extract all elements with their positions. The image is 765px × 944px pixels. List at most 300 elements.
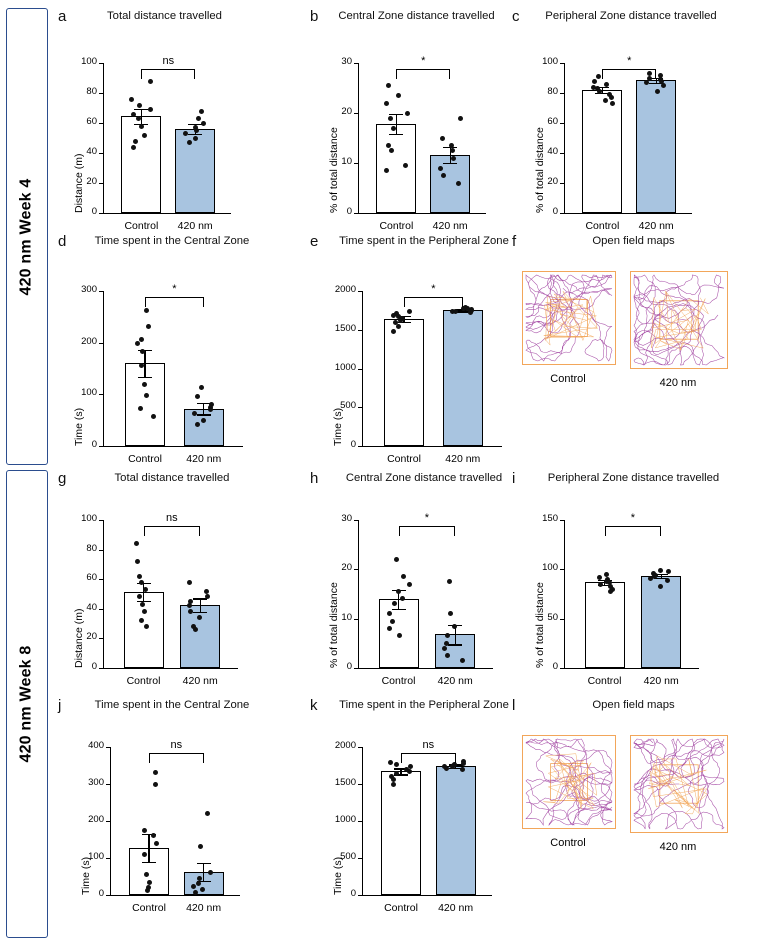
panel-title-e: Time spent in the Peripheral Zone xyxy=(339,235,509,247)
data-point-h-0-3 xyxy=(396,589,401,594)
data-point-e-0-8 xyxy=(391,329,396,334)
data-point-b-0-5 xyxy=(391,126,396,131)
panel-title-a: Total distance travelled xyxy=(107,10,222,22)
significance-bracket-e xyxy=(404,297,463,307)
y-tick-label-h-3: 30 xyxy=(341,513,352,524)
data-point-c-1-7 xyxy=(655,89,660,94)
y-tick-mark-e-0 xyxy=(358,446,362,447)
bar-a-1 xyxy=(175,129,215,213)
panel-title-i: Peripheral Zone distance travelled xyxy=(547,472,720,484)
x-axis-label-j-1: 420 nm xyxy=(186,902,222,914)
y-tick-mark-k-0 xyxy=(358,895,362,896)
data-point-c-0-1 xyxy=(592,79,597,84)
significance-label-k: ns xyxy=(422,739,435,751)
y-tick-mark-j-1 xyxy=(106,858,110,859)
y-tick-label-d-0: 0 xyxy=(91,439,97,450)
panel-d xyxy=(58,233,278,465)
y-axis-line-k xyxy=(362,747,363,895)
data-point-g-1-8 xyxy=(193,627,198,632)
panel-letter-c: c xyxy=(512,8,520,25)
y-tick-label-k-2: 1000 xyxy=(334,814,356,825)
bar-a-0 xyxy=(121,116,161,213)
data-point-e-0-7 xyxy=(396,324,401,329)
y-tick-mark-g-3 xyxy=(99,579,103,580)
y-tick-label-c-5: 100 xyxy=(542,56,558,67)
y-tick-mark-g-5 xyxy=(99,520,103,521)
bar-b-0 xyxy=(376,124,416,214)
data-point-a-0-7 xyxy=(142,133,147,138)
data-point-j-1-0 xyxy=(205,811,210,816)
x-axis-label-k-0: Control xyxy=(384,902,418,914)
y-tick-mark-d-0 xyxy=(99,446,103,447)
data-point-k-1-4 xyxy=(450,764,455,769)
data-point-a-1-7 xyxy=(187,140,192,145)
x-axis-label-e-0: Control xyxy=(387,453,421,465)
data-point-a-0-2 xyxy=(137,103,142,108)
y-tick-label-j-3: 300 xyxy=(88,777,104,788)
y-tick-mark-j-3 xyxy=(106,784,110,785)
x-axis-label-a-1: 420 nm xyxy=(177,220,213,232)
y-axis-title-a: Distance (m) xyxy=(73,153,85,213)
x-axis-label-g-1: 420 nm xyxy=(182,675,218,687)
panel-title-j: Time spent in the Central Zone xyxy=(94,699,250,711)
error-cap-top-a-0 xyxy=(134,109,148,110)
open-field-caption-l-0: Control xyxy=(550,837,586,849)
y-axis-line-i xyxy=(564,520,565,668)
data-point-b-0-9 xyxy=(384,168,389,173)
data-point-d-0-6 xyxy=(142,382,147,387)
data-point-i-0-8 xyxy=(608,589,613,594)
open-field-map-l-0 xyxy=(522,735,616,829)
data-point-b-1-4 xyxy=(451,156,456,161)
x-axis-line-i xyxy=(564,668,699,669)
y-tick-mark-c-3 xyxy=(560,123,564,124)
x-axis-label-j-0: Control xyxy=(132,902,166,914)
error-bar-b-0 xyxy=(396,114,397,134)
y-tick-label-c-4: 80 xyxy=(547,86,558,97)
error-bar-d-0 xyxy=(144,350,145,377)
y-axis-line-a xyxy=(103,63,104,213)
group-label-week4 xyxy=(6,8,48,465)
y-tick-mark-c-5 xyxy=(560,63,564,64)
panel-letter-k: k xyxy=(310,697,318,714)
y-tick-mark-c-4 xyxy=(560,93,564,94)
y-axis-title-e: Time (s) xyxy=(332,407,344,446)
x-axis-label-b-0: Control xyxy=(379,220,414,232)
data-point-b-1-1 xyxy=(440,136,445,141)
panel-title-c: Peripheral Zone distance travelled xyxy=(545,10,717,22)
y-axis-title-c: % of total distance xyxy=(534,127,546,213)
bar-e-1 xyxy=(443,310,483,446)
plot-area-c xyxy=(512,8,742,232)
x-axis-line-j xyxy=(110,895,240,896)
y-axis-line-g xyxy=(103,520,104,668)
data-point-j-1-3 xyxy=(197,876,202,881)
x-axis-label-k-1: 420 nm xyxy=(438,902,474,914)
y-tick-label-a-5: 100 xyxy=(81,56,97,67)
data-point-j-1-7 xyxy=(193,890,198,895)
y-tick-mark-k-1 xyxy=(358,858,362,859)
y-tick-label-j-1: 100 xyxy=(88,851,104,862)
data-point-a-0-8 xyxy=(133,139,138,144)
error-cap-bottom-b-1 xyxy=(443,163,457,164)
data-point-a-0-1 xyxy=(129,97,134,102)
data-point-a-0-3 xyxy=(148,107,153,112)
panel-e xyxy=(310,233,530,465)
data-point-d-0-0 xyxy=(144,308,149,313)
y-tick-mark-k-3 xyxy=(358,784,362,785)
significance-bracket-h xyxy=(399,526,456,536)
bar-e-0 xyxy=(384,319,424,446)
data-point-a-0-6 xyxy=(139,124,144,129)
x-axis-line-c xyxy=(564,213,692,214)
panel-c xyxy=(512,8,742,232)
y-tick-label-g-5: 100 xyxy=(81,513,97,524)
panel-letter-e: e xyxy=(310,233,319,250)
panel-j xyxy=(58,697,278,917)
x-axis-label-d-0: Control xyxy=(128,453,162,465)
y-tick-mark-i-0 xyxy=(560,668,564,669)
data-point-i-1-0 xyxy=(658,568,663,573)
y-tick-label-g-1: 20 xyxy=(86,631,97,643)
data-point-i-1-5 xyxy=(648,576,653,581)
y-axis-title-k: Time (s) xyxy=(332,856,344,895)
y-tick-label-a-0: 0 xyxy=(91,206,97,217)
data-point-a-0-9 xyxy=(131,145,136,150)
bar-i-1 xyxy=(641,576,681,668)
plot-area-d xyxy=(58,233,278,465)
data-point-d-0-9 xyxy=(151,414,156,419)
open-field-caption-f-1: 420 nm xyxy=(659,377,697,389)
data-point-k-0-8 xyxy=(391,782,396,787)
significance-label-c: * xyxy=(627,55,632,67)
data-point-k-1-1 xyxy=(461,761,466,766)
data-point-i-0-5 xyxy=(598,582,603,587)
y-tick-mark-b-0 xyxy=(354,213,358,214)
open-field-caption-l-1: 420 nm xyxy=(659,841,697,853)
data-point-b-1-0 xyxy=(458,116,463,121)
data-point-d-0-1 xyxy=(146,324,151,329)
data-point-d-1-0 xyxy=(199,385,204,390)
data-point-g-0-1 xyxy=(135,559,140,564)
y-tick-mark-b-1 xyxy=(354,163,358,164)
data-point-j-1-1 xyxy=(198,844,203,849)
y-tick-label-c-0: 0 xyxy=(552,206,558,217)
significance-bracket-c xyxy=(602,69,656,79)
y-tick-mark-a-2 xyxy=(99,153,103,154)
y-tick-label-h-0: 0 xyxy=(346,661,352,672)
x-axis-label-d-1: 420 nm xyxy=(186,453,222,465)
y-tick-label-c-2: 40 xyxy=(547,146,558,157)
bar-i-0 xyxy=(585,582,625,668)
data-point-j-1-5 xyxy=(191,884,196,889)
data-point-g-1-5 xyxy=(188,609,193,614)
significance-label-j: ns xyxy=(170,739,183,751)
data-point-b-1-3 xyxy=(450,148,455,153)
y-tick-mark-a-4 xyxy=(99,93,103,94)
significance-bracket-a xyxy=(141,69,195,79)
y-tick-label-b-2: 20 xyxy=(341,106,352,117)
panel-f xyxy=(512,233,747,453)
y-tick-label-j-0: 0 xyxy=(98,888,104,899)
data-point-e-0-5 xyxy=(398,318,403,323)
y-tick-mark-k-4 xyxy=(358,747,362,748)
data-point-d-1-1 xyxy=(195,394,200,399)
y-tick-label-g-3: 60 xyxy=(86,572,97,584)
significance-bracket-g xyxy=(144,526,201,536)
y-tick-label-a-2: 40 xyxy=(86,146,97,157)
y-tick-mark-g-1 xyxy=(99,638,103,639)
significance-bracket-j xyxy=(149,753,204,763)
y-tick-mark-e-1 xyxy=(358,407,362,408)
y-tick-mark-a-3 xyxy=(99,123,103,124)
y-tick-label-i-2: 100 xyxy=(542,562,558,574)
x-axis-line-a xyxy=(103,213,231,214)
error-bar-d-1 xyxy=(203,403,204,414)
data-point-a-0-0 xyxy=(148,79,153,84)
y-axis-title-i: % of total distance xyxy=(534,582,546,668)
plot-area-b xyxy=(310,8,515,232)
y-axis-line-d xyxy=(103,291,104,446)
data-point-a-0-5 xyxy=(136,116,141,121)
data-point-h-1-1 xyxy=(448,611,453,616)
error-cap-bottom-h-1 xyxy=(448,644,462,645)
data-point-j-1-2 xyxy=(208,870,213,875)
y-tick-mark-a-1 xyxy=(99,183,103,184)
error-bar-j-1 xyxy=(203,863,204,882)
x-axis-line-k xyxy=(362,895,492,896)
y-tick-label-c-3: 60 xyxy=(547,116,558,127)
error-cap-top-g-1 xyxy=(193,598,207,599)
y-tick-label-a-1: 20 xyxy=(86,176,97,187)
data-point-a-1-2 xyxy=(201,121,206,126)
y-tick-label-e-1: 500 xyxy=(340,400,356,412)
y-tick-label-j-2: 200 xyxy=(88,814,104,825)
track-path-f-0 xyxy=(523,272,615,364)
bar-c-0 xyxy=(582,90,622,213)
data-point-b-1-6 xyxy=(441,173,446,178)
data-point-j-0-3 xyxy=(151,833,156,838)
data-point-g-0-6 xyxy=(140,602,145,607)
panel-a xyxy=(58,8,263,232)
y-axis-title-j: Time (s) xyxy=(80,856,92,895)
data-point-g-0-2 xyxy=(137,574,142,579)
y-tick-label-b-0: 0 xyxy=(346,206,352,217)
data-point-d-1-7 xyxy=(195,422,200,427)
panel-b xyxy=(310,8,515,232)
y-tick-label-i-0: 0 xyxy=(552,661,558,672)
open-field-map-f-1 xyxy=(630,271,728,369)
y-tick-mark-i-3 xyxy=(560,520,564,521)
y-tick-label-k-3: 1500 xyxy=(334,777,356,788)
y-tick-mark-d-1 xyxy=(99,394,103,395)
data-point-a-1-1 xyxy=(196,116,201,121)
y-tick-mark-c-2 xyxy=(560,153,564,154)
y-tick-label-d-2: 200 xyxy=(81,335,97,347)
bar-k-0 xyxy=(381,771,421,895)
panel-letter-i: i xyxy=(512,470,516,487)
y-tick-mark-b-2 xyxy=(354,113,358,114)
panel-title-g: Total distance travelled xyxy=(114,472,230,484)
error-bar-g-1 xyxy=(200,598,201,611)
panel-letter-h: h xyxy=(310,470,319,487)
data-point-b-0-1 xyxy=(396,93,401,98)
y-tick-label-d-1: 100 xyxy=(81,387,97,399)
open-field-map-l-1 xyxy=(630,735,728,833)
data-point-g-1-2 xyxy=(205,594,210,599)
error-cap-bottom-h-0 xyxy=(392,609,406,610)
group-label-week4-text: 420 nm Week 4 xyxy=(18,177,36,296)
y-tick-label-a-3: 60 xyxy=(86,116,97,127)
panel-letter-f: f xyxy=(512,233,517,250)
plot-area-e xyxy=(310,233,530,465)
data-point-i-1-6 xyxy=(665,578,670,583)
y-tick-label-j-4: 400 xyxy=(88,740,104,751)
y-tick-label-g-2: 40 xyxy=(86,601,97,613)
y-tick-label-b-1: 10 xyxy=(341,156,352,167)
y-tick-mark-d-3 xyxy=(99,291,103,292)
y-tick-mark-d-2 xyxy=(99,343,103,344)
data-point-k-0-1 xyxy=(394,762,399,767)
y-tick-mark-a-0 xyxy=(99,213,103,214)
error-bar-a-0 xyxy=(141,109,142,124)
track-path-f-1 xyxy=(631,272,727,368)
data-point-h-0-1 xyxy=(401,574,406,579)
y-tick-mark-g-2 xyxy=(99,609,103,610)
significance-label-d: * xyxy=(172,283,177,295)
data-point-d-0-3 xyxy=(135,341,140,346)
y-tick-mark-h-3 xyxy=(354,520,358,521)
data-point-j-1-6 xyxy=(200,887,205,892)
data-point-g-0-3 xyxy=(139,580,144,585)
y-axis-line-e xyxy=(362,291,363,446)
y-tick-label-h-2: 20 xyxy=(341,562,352,574)
y-tick-mark-a-5 xyxy=(99,63,103,64)
x-axis-label-h-0: Control xyxy=(381,675,416,687)
data-point-b-0-0 xyxy=(386,83,391,88)
panel-l xyxy=(512,697,747,917)
significance-bracket-d xyxy=(145,297,204,307)
data-point-h-0-2 xyxy=(407,582,412,587)
panel-letter-g: g xyxy=(58,470,67,487)
bar-k-1 xyxy=(436,766,476,895)
significance-label-h: * xyxy=(424,512,429,524)
x-axis-label-c-1: 420 nm xyxy=(638,220,674,232)
y-tick-mark-j-4 xyxy=(106,747,110,748)
y-tick-mark-i-1 xyxy=(560,619,564,620)
plot-area-g xyxy=(58,470,278,690)
data-point-b-0-3 xyxy=(405,111,410,116)
y-tick-mark-k-2 xyxy=(358,821,362,822)
significance-label-e: * xyxy=(431,283,436,295)
x-axis-label-i-1: 420 nm xyxy=(643,675,679,687)
y-tick-mark-e-4 xyxy=(358,291,362,292)
x-axis-label-b-1: 420 nm xyxy=(432,220,468,232)
y-tick-mark-g-4 xyxy=(99,550,103,551)
error-bar-j-0 xyxy=(148,834,149,862)
data-point-j-0-2 xyxy=(142,828,147,833)
panel-letter-b: b xyxy=(310,8,319,25)
significance-bracket-i xyxy=(605,526,662,536)
open-field-map-f-0 xyxy=(522,271,616,365)
data-point-i-0-1 xyxy=(597,575,602,580)
data-point-j-0-4 xyxy=(154,841,159,846)
x-axis-label-i-0: Control xyxy=(587,675,622,687)
y-tick-label-a-4: 80 xyxy=(86,86,97,97)
y-tick-label-g-4: 80 xyxy=(86,542,97,554)
panel-k xyxy=(310,697,530,917)
data-point-a-0-4 xyxy=(131,112,136,117)
data-point-c-0-0 xyxy=(596,74,601,79)
x-axis-line-d xyxy=(103,446,243,447)
y-tick-label-i-3: 150 xyxy=(542,513,558,524)
track-path-l-1 xyxy=(631,736,727,832)
significance-label-a: ns xyxy=(162,55,175,67)
error-cap-bottom-g-1 xyxy=(193,612,207,613)
y-tick-mark-i-2 xyxy=(560,569,564,570)
error-cap-bottom-b-0 xyxy=(389,134,403,135)
y-tick-label-k-1: 500 xyxy=(340,851,356,862)
significance-bracket-b xyxy=(396,69,450,79)
y-tick-mark-e-2 xyxy=(358,369,362,370)
data-point-j-0-1 xyxy=(153,782,158,787)
panel-title-l: Open field maps xyxy=(592,699,675,711)
data-point-i-1-1 xyxy=(666,569,671,574)
y-tick-mark-b-3 xyxy=(354,63,358,64)
data-point-h-0-8 xyxy=(387,626,392,631)
panel-title-k: Time spent in the Peripheral Zone xyxy=(339,699,509,711)
group-label-week8 xyxy=(6,470,48,938)
panel-h xyxy=(310,470,530,690)
plot-area-a xyxy=(58,8,263,232)
plot-area-j xyxy=(58,697,278,917)
data-point-b-0-4 xyxy=(388,116,393,121)
x-axis-label-e-1: 420 nm xyxy=(445,453,481,465)
error-cap-bottom-d-1 xyxy=(197,414,211,415)
x-axis-label-c-0: Control xyxy=(585,220,620,232)
panel-letter-l: l xyxy=(512,697,516,714)
data-point-j-0-7 xyxy=(147,880,152,885)
error-cap-top-j-1 xyxy=(197,863,211,864)
data-point-g-0-0 xyxy=(134,541,139,546)
data-point-h-1-2 xyxy=(452,624,457,629)
data-point-k-0-0 xyxy=(388,760,393,765)
y-axis-title-b: % of total distance xyxy=(328,127,340,213)
y-tick-mark-j-2 xyxy=(106,821,110,822)
y-axis-line-b xyxy=(358,63,359,213)
x-axis-label-h-1: 420 nm xyxy=(437,675,473,687)
y-tick-mark-h-1 xyxy=(354,619,358,620)
panel-i xyxy=(512,470,747,690)
y-tick-label-b-3: 30 xyxy=(341,56,352,67)
significance-label-g: ns xyxy=(166,512,178,524)
x-axis-label-g-0: Control xyxy=(126,675,161,687)
data-point-h-0-0 xyxy=(394,557,399,562)
data-point-g-0-8 xyxy=(139,618,144,623)
bar-c-1 xyxy=(636,80,676,213)
track-path-l-0 xyxy=(523,736,615,828)
significance-label-b: * xyxy=(421,55,426,67)
group-label-week8-text: 420 nm Week 8 xyxy=(18,645,36,763)
y-axis-line-h xyxy=(358,520,359,668)
error-cap-bottom-j-0 xyxy=(142,862,156,863)
data-point-e-0-0 xyxy=(407,309,412,314)
panel-letter-d: d xyxy=(58,233,67,250)
data-point-h-0-7 xyxy=(390,619,395,624)
panel-title-h: Central Zone distance travelled xyxy=(345,472,503,484)
data-point-b-0-7 xyxy=(389,148,394,153)
y-tick-mark-h-2 xyxy=(354,569,358,570)
